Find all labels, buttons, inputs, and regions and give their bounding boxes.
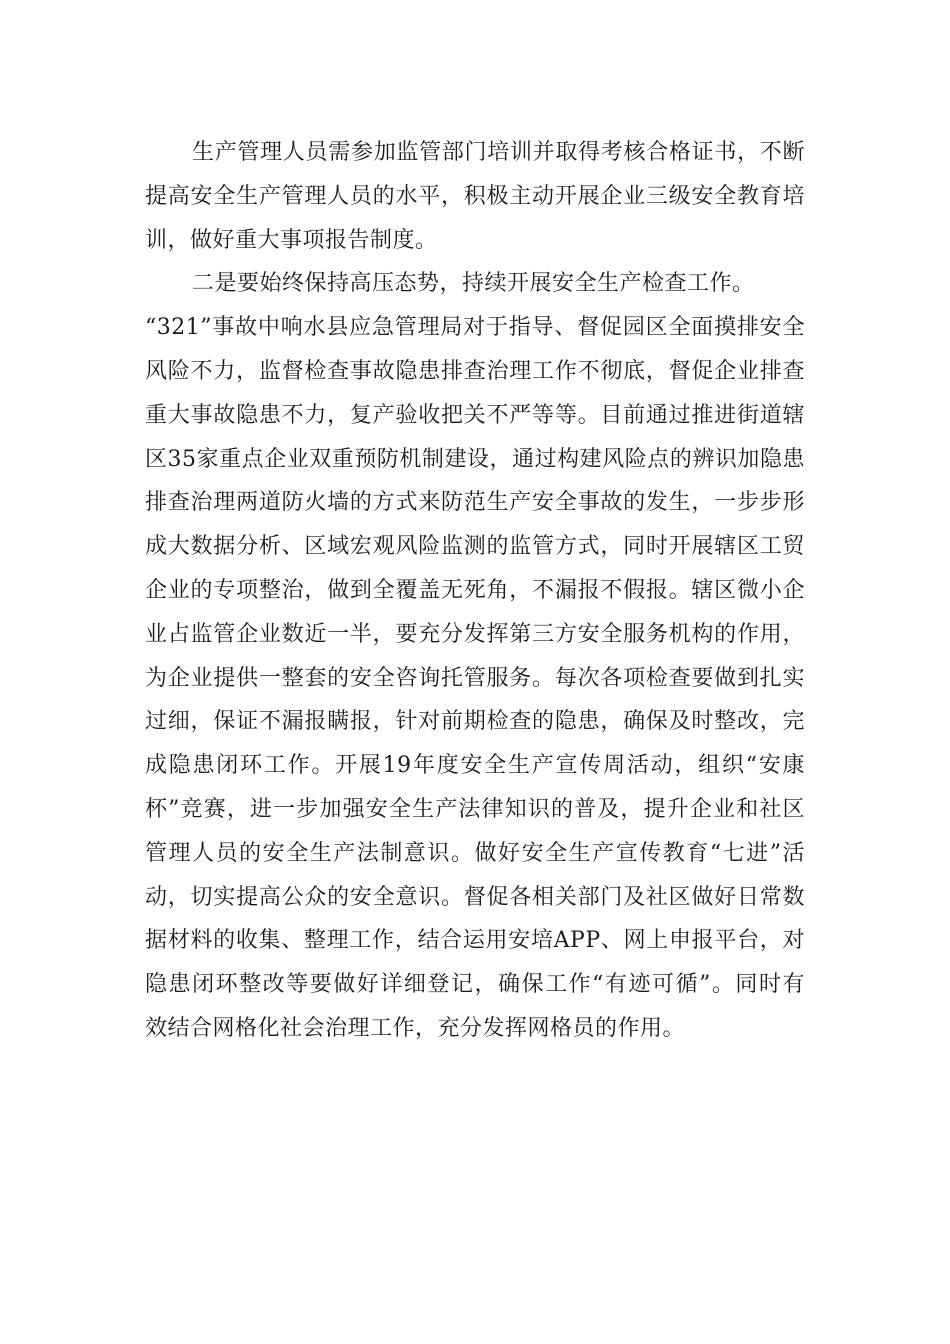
text-line: 生产管理人员需参加监管部门培训并取得考核合格证书，不断 (192, 140, 805, 165)
text-line: “321”事故中响水县应急管理局对于指导、督促园区全面摸排安全 (145, 315, 805, 341)
text-line: 二是要始终保持高压态势，持续开展安全生产检查工作。 (192, 271, 755, 297)
text-line: 杯”竞赛，进一步加强安全生产法律知识的普及，提升企业和社区 (145, 796, 805, 822)
text-line: 重大事故隐患不力，复产验收把关不严等等。目前通过推进街道辖 (145, 402, 805, 428)
text-line: 据材料的收集、整理工作，结合运用安培APP、网上申报平台，对 (145, 928, 805, 954)
text-line: 成大数据分析、区域宏观风险监测的监管方式，同时开展辖区工贸 (145, 534, 805, 560)
text-line: 成隐患闭环工作。开展19年度安全生产宣传周活动，组织“安康 (145, 753, 805, 779)
text-line: 排查治理两道防火墙的方式来防范生产安全事故的发生，一步步形 (145, 490, 805, 516)
text-line: 风险不力，监督检查事故隐患排查治理工作不彻底，督促企业排查 (145, 358, 805, 384)
text-line: 过细，保证不漏报瞒报，针对前期检查的隐患，确保及时整改，完 (145, 709, 805, 735)
text-line: 管理人员的安全生产法制意识。做好安全生产宣传教育“七进”活 (145, 840, 805, 866)
text-line: 为企业提供一整套的安全咨询托管服务。每次各项检查要做到扎实 (145, 665, 805, 691)
text-line: 隐患闭环整改等要做好详细登记，确保工作“有迹可循”。同时有 (145, 972, 805, 998)
text-line: 效结合网格化社会治理工作，充分发挥网格员的作用。 (145, 1015, 686, 1041)
text-line: 企业的专项整治，做到全覆盖无死角，不漏报不假报。辖区微小企 (145, 577, 805, 603)
text-line: 提高安全生产管理人员的水平，积极主动开展企业三级安全教育培 (145, 183, 805, 209)
text-line: 训，做好重大事项报告制度。 (145, 227, 438, 253)
text-line: 业占监管企业数近一半，要充分发挥第三方安全服务机构的作用， (145, 621, 805, 647)
text-line: 区35家重点企业双重预防机制建设，通过构建风险点的辨识加隐患 (145, 446, 805, 472)
document-body (145, 131, 805, 1051)
text-line: 动，切实提高公众的安全意识。督促各相关部门及社区做好日常数 (145, 884, 805, 910)
